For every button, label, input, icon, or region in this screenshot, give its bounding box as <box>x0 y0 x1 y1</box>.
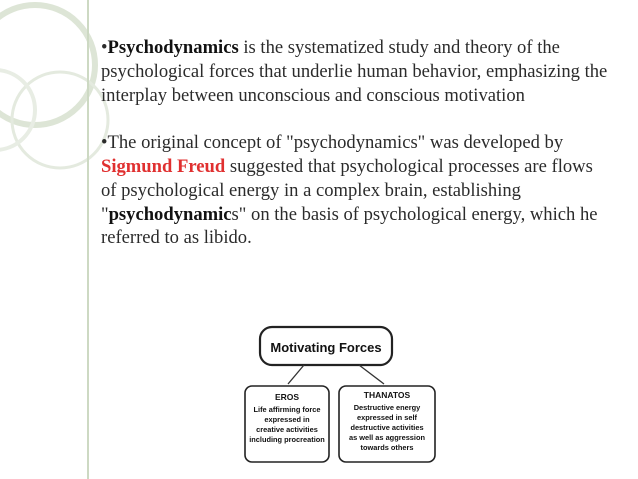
decorative-vertical-line <box>87 0 89 479</box>
thanatos-line-2: expressed in self <box>357 413 417 422</box>
connector-left <box>288 365 304 384</box>
origin-middle: suggested that psychological processes are flows of psychological energy in a complex brain, establishing " <box>101 155 593 225</box>
eros-line-2: expressed in <box>264 415 310 424</box>
eros-line-4: including procreation <box>249 435 325 444</box>
body-text <box>101 36 611 250</box>
thanatos-line-4: as well as aggression <box>349 433 425 442</box>
bullet: • <box>101 132 108 154</box>
origin-intro: The original concept of "psychodynamics" was developed by <box>107 132 564 154</box>
thanatos-line-3: destructive activities <box>350 423 424 432</box>
top-box-label: Motivating Forces <box>270 340 382 355</box>
thanatos-title: THANATOS <box>363 390 411 400</box>
paragraph-origin <box>101 131 611 250</box>
origin-tail: s" on the basis of psychological energy, which he referred to as libido. <box>101 203 598 249</box>
term-psychodynamic: psychodynamic <box>108 203 232 225</box>
thanatos-line-5: towards others <box>360 443 414 452</box>
definition-text: is the systematized study and theory of the psychological forces that underlie human behavior, emphasizing the interplay between unconscious and conscious motivation <box>101 37 608 106</box>
thanatos-line-1: Destructive energy <box>353 403 421 412</box>
term-psychodynamics: Psychodynamics <box>107 37 239 58</box>
eros-title: EROS <box>274 392 300 402</box>
eros-line-1: Life affirming force <box>253 405 321 414</box>
person-name: Sigmund Freud <box>101 155 226 177</box>
motivating-forces-diagram <box>244 320 464 470</box>
eros-line-3: creative activities <box>256 425 318 434</box>
bullet: • <box>101 37 108 58</box>
connector-right <box>359 365 384 384</box>
paragraph-definition <box>101 36 611 107</box>
